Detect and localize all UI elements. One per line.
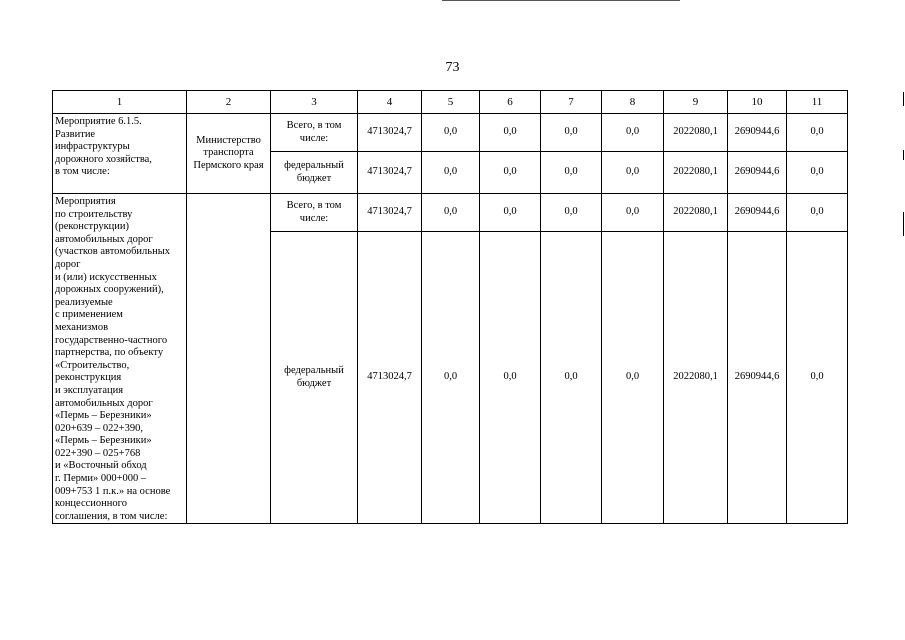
top-rule: [442, 0, 680, 1]
header-cell: 5: [422, 91, 480, 114]
category-cell: федеральный бюджет: [271, 152, 358, 194]
value-cell: 0,0: [541, 232, 602, 524]
value-cell: 2022080,1: [664, 232, 728, 524]
value-cell: 0,0: [787, 152, 848, 194]
value-cell: 0,0: [541, 194, 602, 232]
value-cell: 0,0: [602, 152, 664, 194]
value-cell: 0,0: [480, 152, 541, 194]
value-cell: 0,0: [422, 114, 480, 152]
header-cell: 2: [187, 91, 271, 114]
value-cell: 2022080,1: [664, 152, 728, 194]
value-cell: 2022080,1: [664, 114, 728, 152]
margin-mark: [903, 212, 904, 236]
value-cell: 2690944,6: [728, 114, 787, 152]
value-cell: 0,0: [787, 232, 848, 524]
value-cell: 2690944,6: [728, 232, 787, 524]
header-cell: 8: [602, 91, 664, 114]
value-cell: 4713024,7: [358, 194, 422, 232]
category-cell: Всего, в том числе:: [271, 194, 358, 232]
value-cell: 0,0: [480, 194, 541, 232]
value-cell: 4713024,7: [358, 114, 422, 152]
value-cell: 0,0: [541, 114, 602, 152]
value-cell: 2690944,6: [728, 194, 787, 232]
value-cell: 0,0: [480, 114, 541, 152]
value-cell: 0,0: [602, 114, 664, 152]
value-cell: 0,0: [480, 232, 541, 524]
header-cell: 4: [358, 91, 422, 114]
margin-mark: [903, 150, 904, 160]
header-cell: 11: [787, 91, 848, 114]
header-cell: 7: [541, 91, 602, 114]
value-cell: 4713024,7: [358, 152, 422, 194]
value-cell: 0,0: [602, 194, 664, 232]
category-cell: Всего, в том числе:: [271, 114, 358, 152]
table-row: [53, 194, 848, 232]
measure-name: Мероприятие 6.1.5. Развитие инфраструктуры дорожного хозяйства, в том числе:: [53, 114, 187, 194]
value-cell: 0,0: [422, 152, 480, 194]
table-row: [53, 114, 848, 152]
header-cell: 10: [728, 91, 787, 114]
value-cell: 0,0: [787, 114, 848, 152]
header-row: [53, 91, 848, 114]
header-cell: 1: [53, 91, 187, 114]
value-cell: 0,0: [541, 152, 602, 194]
value-cell: 0,0: [422, 194, 480, 232]
value-cell: 2690944,6: [728, 152, 787, 194]
value-cell: 0,0: [602, 232, 664, 524]
value-cell: 2022080,1: [664, 194, 728, 232]
category-cell: федеральный бюджет: [271, 232, 358, 524]
page-number: 73: [445, 60, 460, 75]
value-cell: 0,0: [422, 232, 480, 524]
header-cell: 3: [271, 91, 358, 114]
executor-cell: Министерство транспорта Пермского края: [187, 114, 271, 194]
header-cell: 9: [664, 91, 728, 114]
value-cell: 4713024,7: [358, 232, 422, 524]
value-cell: 0,0: [787, 194, 848, 232]
executor-cell: [187, 194, 271, 524]
budget-table: [52, 90, 848, 524]
header-cell: 6: [480, 91, 541, 114]
measure-name: Мероприятия по строительству (реконструкции) автомобильных дорог (участков автомобильных дорог и (или) искусственных дорожных сооружений), реализуемые с применением механизмов государственно-частного партнерства, по объекту «Строительство, реконструкция и эксплуатация автомобильных дорог «Пермь – Березники» 020+639 – 022+390, «Пермь – Березники» 022+390 – 025+768 и «Восточный обход г. Перми» 000+000 – 009+753 1 п.к.» на основе концессионного соглашения, в том числе:: [53, 194, 187, 524]
margin-mark: [903, 92, 904, 106]
